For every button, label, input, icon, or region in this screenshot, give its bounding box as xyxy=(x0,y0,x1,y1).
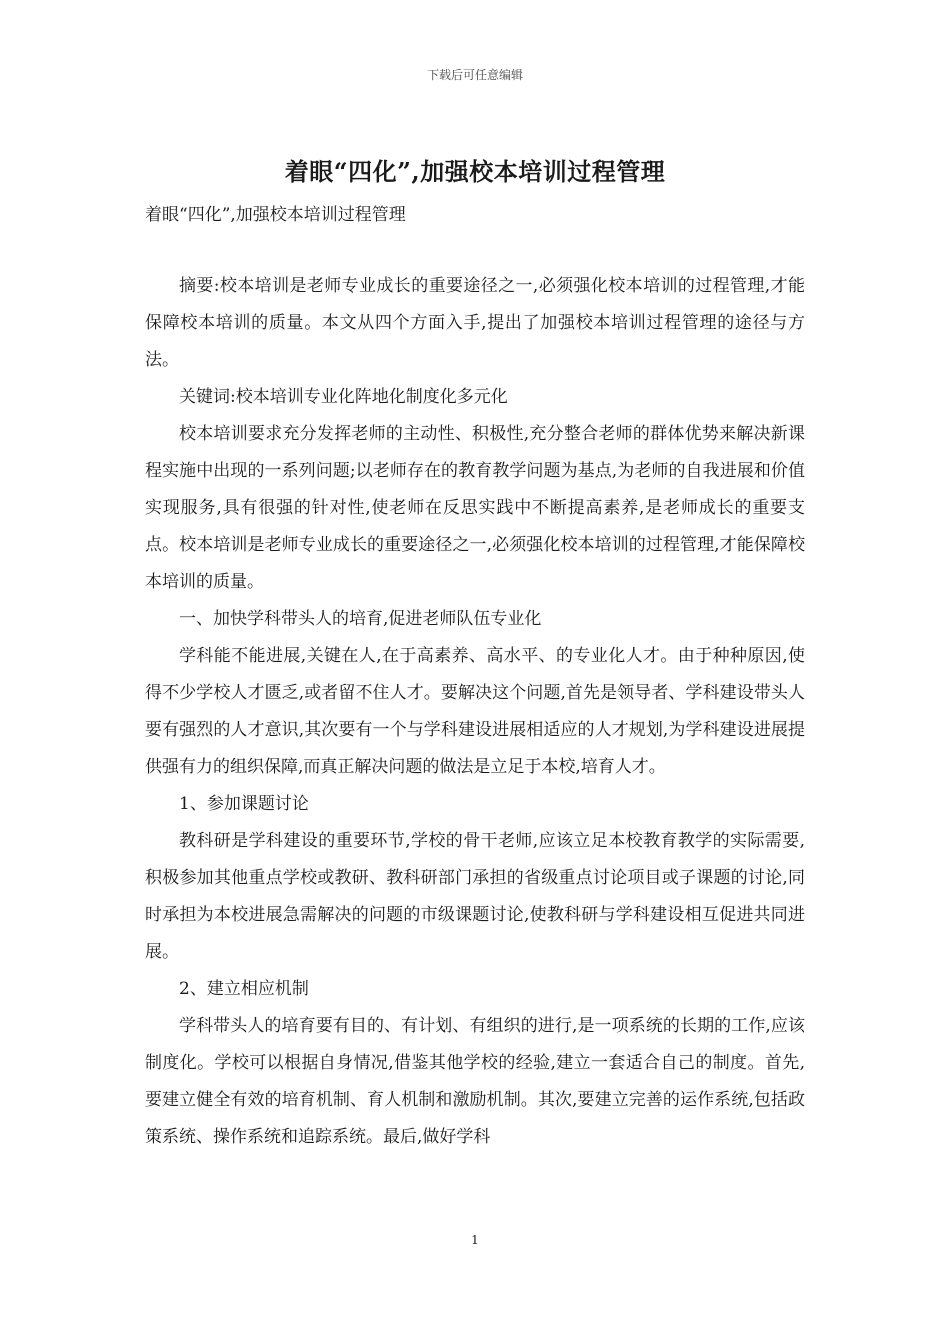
subsection-heading: 2、建立相应机制 xyxy=(179,979,309,999)
document-body xyxy=(145,268,805,1156)
page-number: 1 xyxy=(471,1233,479,1247)
document-subtitle: 着眼“四化”,加强校本培训过程管理 xyxy=(145,205,406,225)
body-paragraph: 教科研是学科建设的重要环节,学校的骨干老师,应该立足本校教育教学的实际需要,积极参加其他重点学校或教研、教科研部门承担的省级重点讨论项目或子课题的讨论,同时承担为本校进展急需解决的问题的市级课题讨论,使教科研与学科建设相互促进共同进展。 xyxy=(145,831,805,962)
keywords-paragraph: 关键词:校本培训专业化阵地化制度化多元化 xyxy=(179,387,508,407)
body-paragraph: 学科能不能进展,关键在人,在于高素养、高水平、的专业化人才。由于种种原因,使得不少学校人才匮乏,或者留不住人才。要解决这个问题,首先是领导者、学科建设带头人要有强烈的人才意识,其次要有一个与学科建设进展相适应的人才规划,为学科建设进展提供强有力的组织保障,而真正解决问题的做法是立足于本校,培育人才。 xyxy=(145,646,805,777)
subsection-heading: 1、参加课题讨论 xyxy=(179,794,309,814)
section-heading: 一、加快学科带头人的培育,促进老师队伍专业化 xyxy=(179,609,542,629)
document-title: 着眼“四化”,加强校本培训过程管理 xyxy=(284,157,666,186)
body-paragraph: 学科带头人的培育要有目的、有计划、有组织的进行,是一项系统的长期的工作,应该制度化。学校可以根据自身情况,借鉴其他学校的经验,建立一套适合自己的制度。首先,要建立健全有效的培育机制、育人机制和激励机制。其次,要建立完善的运作系统,包括政策系统、操作系统和追踪系统。最后,做好学科 xyxy=(145,1016,805,1147)
body-paragraph: 校本培训要求充分发挥老师的主动性、积极性,充分整合老师的群体优势来解决新课程实施中出现的一系列问题;以老师存在的教育教学问题为基点,为老师的自我进展和价值实现服务,具有很强的针对性,使老师在反思实践中不断提高素养,是老师成长的重要支点。校本培训是老师专业成长的重要途径之一,必须强化校本培训的过程管理,才能保障校本培训的质量。 xyxy=(145,424,805,592)
header-note: 下载后可任意编辑 xyxy=(426,68,523,82)
abstract-paragraph: 摘要:校本培训是老师专业成长的重要途径之一,必须强化校本培训的过程管理,才能保障校本培训的质量。本文从四个方面入手,提出了加强校本培训过程管理的途径与方法。 xyxy=(145,276,805,370)
